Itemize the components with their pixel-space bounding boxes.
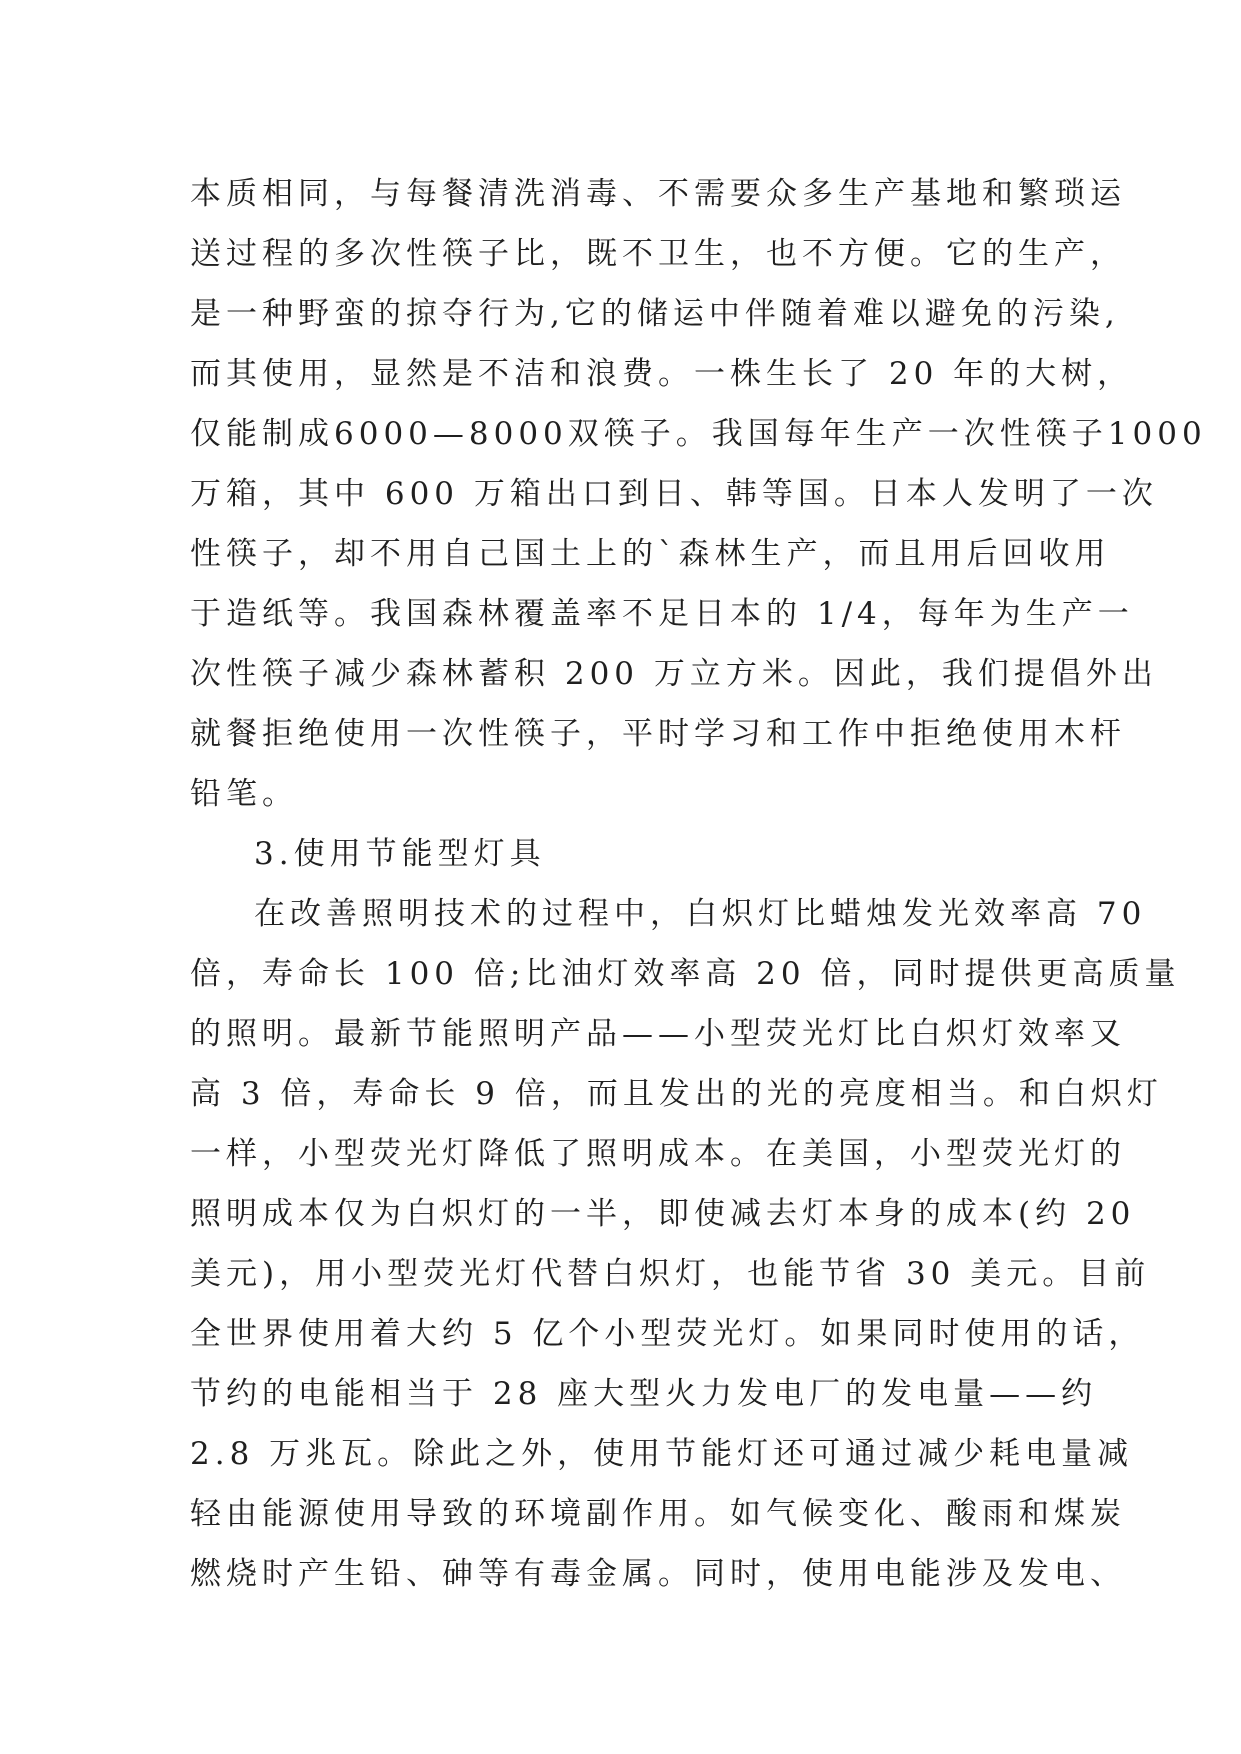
text-line: 倍，寿命长 100 倍;比油灯效率高 20 倍，同时提供更高质量 bbox=[190, 956, 1181, 992]
text-line: 送过程的多次性筷子比，既不卫生，也不方便。它的生产， bbox=[190, 236, 1126, 272]
text-line: 燃烧时产生铅、砷等有毒金属。同时，使用电能涉及发电、 bbox=[190, 1556, 1126, 1592]
text-line: 仅能制成6000—8000双筷子。我国每年生产一次性筷子1000 bbox=[190, 416, 1207, 452]
text-line: 轻由能源使用导致的环境副作用。如气候变化、酸雨和煤炭 bbox=[190, 1496, 1126, 1532]
text-line: 一样，小型荧光灯降低了照明成本。在美国，小型荧光灯的 bbox=[190, 1136, 1126, 1172]
text-line: 铅笔。 bbox=[190, 776, 298, 812]
text-line: 节约的电能相当于 28 座大型火力发电厂的发电量——约 bbox=[190, 1376, 1098, 1412]
text-line: 照明成本仅为白炽灯的一半，即使减去灯本身的成本(约 20 bbox=[190, 1196, 1136, 1232]
text-line: 美元)，用小型荧光灯代替白炽灯，也能节省 30 美元。目前 bbox=[190, 1256, 1151, 1292]
text-line: 是一种野蛮的掠夺行为,它的储运中伴随着难以避免的污染, bbox=[190, 296, 1120, 332]
text-line: 在改善照明技术的过程中，白炽灯比蜡烛发光效率高 70 bbox=[254, 896, 1147, 932]
text-line: 而其使用，显然是不洁和浪费。一株生长了 20 年的大树， bbox=[190, 356, 1134, 392]
text-line: 次性筷子减少森林蓄积 200 万立方米。因此，我们提倡外出 bbox=[190, 656, 1158, 692]
text-line: 万箱，其中 600 万箱出口到日、韩等国。日本人发明了一次 bbox=[190, 476, 1158, 512]
text-line: 的照明。最新节能照明产品——小型荧光灯比白炽灯效率又 bbox=[190, 1016, 1126, 1052]
text-line: 全世界使用着大约 5 亿个小型荧光灯。如果同时使用的话， bbox=[190, 1316, 1145, 1352]
text-line: 就餐拒绝使用一次性筷子，平时学习和工作中拒绝使用木杆 bbox=[190, 716, 1126, 752]
text-line: 于造纸等。我国森林覆盖率不足日本的 1/4，每年为生产一 bbox=[190, 596, 1134, 632]
text-line: 3.使用节能型灯具 bbox=[254, 836, 546, 872]
text-line: 性筷子，却不用自己国土上的`森林生产，而且用后回收用 bbox=[190, 536, 1111, 572]
text-line: 高 3 倍，寿命长 9 倍，而且发出的光的亮度相当。和白炽灯 bbox=[190, 1076, 1163, 1112]
text-line: 2.8 万兆瓦。除此之外，使用节能灯还可通过减少耗电量减 bbox=[190, 1436, 1134, 1472]
text-line: 本质相同，与每餐清洗消毒、不需要众多生产基地和繁琐运 bbox=[190, 176, 1126, 212]
document-body bbox=[190, 164, 1207, 1604]
